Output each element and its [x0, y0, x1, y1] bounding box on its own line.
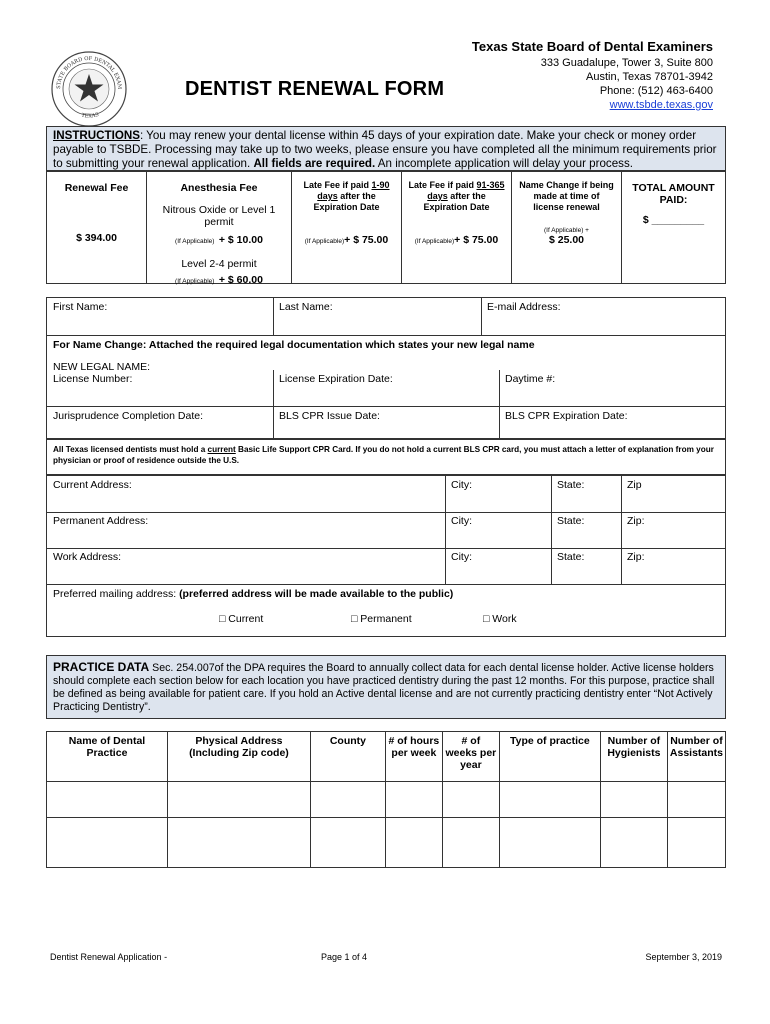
phone: Phone: (512) 463-6400: [599, 85, 713, 97]
email-field[interactable]: E-mail Address:: [487, 301, 561, 313]
preferred-address-label: Preferred mailing address: (preferred address will be made available to the public): [53, 588, 454, 600]
work-state-field[interactable]: State:: [557, 551, 585, 563]
cpr-note: All Texas licensed dentists must hold a current Basic Life Support CPR Card. If you do not hold a current BLS CPR card, you must attach a letter of explanation from your physician or proof of residence outside the U.S.: [46, 439, 726, 475]
level24-if-applicable: (If Applicable): [175, 278, 215, 285]
last-name-field[interactable]: Last Name:: [279, 301, 333, 313]
work-address-field[interactable]: Work Address:: [53, 551, 122, 563]
col-hours-per-week: # of hours per week: [385, 732, 442, 782]
work-zip-field[interactable]: Zip:: [627, 551, 645, 563]
name-change-label: Name Change if being made at time of license renewal: [519, 180, 614, 212]
footer-page-number: Page 1 of 4: [321, 952, 368, 962]
total-amount-field[interactable]: $ _________: [642, 214, 705, 226]
late-fee-2-label: Late Fee if paid 91-365 days after the Expiration Date: [408, 180, 505, 212]
table-row: [47, 782, 726, 818]
nitrous-label: Nitrous Oxide or Level 1 permit: [162, 204, 276, 228]
practice-data-text: Sec. 254.007of the DPA requires the Board to annually collect data for each dental license holder. Active license holders should complete each section below for each location you have practiced dentistry during the past 12 months. For this purpose, practice shall be defined as being available for patient care. If you hold an Active dental license and are not currently practicing dentistry enter “Not Actively Practicing Dentistry”.: [53, 662, 715, 713]
seal-text-top: STATE BOARD OF DENTAL EXAM: [55, 55, 123, 90]
footer-left: Dentist Renewal Application -: [50, 952, 168, 962]
permanent-address-field[interactable]: Permanent Address:: [53, 515, 149, 527]
new-legal-name-field[interactable]: [47, 358, 273, 388]
bls-issue-date-field[interactable]: BLS CPR Issue Date:: [279, 410, 380, 422]
org-address-block: [413, 38, 713, 112]
practice-data-box: [46, 655, 726, 719]
new-legal-name-label: NEW LEGAL NAME:: [53, 361, 151, 373]
form-title: DENTIST RENEWAL FORM: [185, 78, 445, 100]
late-fee-2-if-applicable: (If Applicable): [414, 238, 455, 245]
org-name: Texas State Board of Dental Examiners: [471, 39, 713, 54]
address-line-2: Austin, Texas 78701-3942: [586, 71, 713, 83]
instructions-text-1: : You may renew your dental license within 45 days of your expiration date. Make your check or money order payable to TSBDE. Processing may take up to two weeks, please ensure you have completed all the minimum requirements prior to submitting your renewal application.: [53, 129, 717, 170]
preferred-work-checkbox[interactable]: □ Work: [483, 613, 517, 625]
name-change-col: [512, 172, 622, 283]
website-link[interactable]: www.tsbde.texas.gov: [609, 99, 713, 111]
level24-label: Level 2-4 permit: [181, 258, 257, 270]
address-grid: [46, 475, 726, 637]
total-col: [622, 172, 725, 283]
daytime-phone-field[interactable]: Daytime #:: [505, 373, 556, 385]
jurisprudence-date-field[interactable]: Jurisprudence Completion Date:: [53, 410, 203, 422]
practice-data-heading: PRACTICE DATA: [53, 660, 150, 674]
first-name-field[interactable]: First Name:: [53, 301, 108, 313]
table-row: [47, 818, 726, 868]
license-number-label: License Number:: [53, 373, 133, 385]
license-expiration-field[interactable]: License Expiration Date:: [279, 373, 393, 385]
late-fee-1-label: Late Fee if paid 1-90 days after the Expiration Date: [303, 180, 390, 212]
current-state-field[interactable]: State:: [557, 479, 585, 491]
practice-table: [46, 731, 726, 868]
late-fee-1-amount: + $ 75.00: [344, 234, 389, 246]
renewal-fee-col: [47, 172, 147, 283]
instructions-bold: All fields are required.: [253, 157, 376, 170]
work-city-field[interactable]: City:: [451, 551, 472, 563]
preferred-current-checkbox[interactable]: □ Current: [219, 613, 264, 625]
personal-info-grid: [46, 297, 726, 439]
current-city-field[interactable]: City:: [451, 479, 472, 491]
permanent-city-field[interactable]: City:: [451, 515, 472, 527]
name-change-if-applicable: (If Applicable) +: [544, 227, 589, 234]
col-practice-name: Name of Dental Practice: [47, 732, 168, 782]
col-type-of-practice: Type of practice: [499, 732, 600, 782]
col-county: County: [310, 732, 385, 782]
name-change-note: For Name Change: Attached the required legal documentation which states your new legal name: [53, 339, 535, 351]
late-fee-2-col: [402, 172, 512, 283]
name-change-amount: $ 25.00: [548, 234, 585, 246]
seal-text-bottom: TEXAS: [80, 111, 100, 120]
late-fee-2-amount: + $ 75.00: [454, 234, 499, 246]
anesthesia-fee-label: Anesthesia Fee: [180, 182, 258, 194]
renewal-fee-label: Renewal Fee: [64, 182, 129, 194]
renewal-fee-amount: $ 394.00: [76, 232, 117, 244]
anesthesia-fee-col: [147, 172, 292, 286]
preferred-permanent-checkbox[interactable]: □ Permanent: [351, 613, 412, 625]
permanent-zip-field[interactable]: Zip:: [627, 515, 645, 527]
footer-date: September 3, 2019: [645, 952, 722, 962]
board-seal-icon: [50, 50, 128, 128]
current-address-field[interactable]: Current Address:: [53, 479, 132, 491]
nitrous-if-applicable: (If Applicable): [175, 238, 215, 245]
fee-table: [46, 171, 726, 284]
col-assistants: Number of Assistants: [667, 732, 725, 782]
nitrous-amount: + $ 10.00: [218, 234, 263, 246]
late-fee-1-if-applicable: (If Applicable): [304, 238, 345, 245]
instructions-box: [46, 126, 726, 171]
instructions-text-2: An incomplete application will delay your process.: [375, 157, 633, 170]
instructions-heading: INSTRUCTIONS: [53, 129, 140, 142]
current-zip-field[interactable]: Zip: [627, 479, 642, 491]
bls-expiration-date-field[interactable]: BLS CPR Expiration Date:: [505, 410, 628, 422]
total-label: TOTAL AMOUNT PAID:: [632, 182, 715, 206]
col-hygienists: Number of Hygienists: [600, 732, 667, 782]
permanent-state-field[interactable]: State:: [557, 515, 585, 527]
col-weeks-per-year: # of weeks per year: [442, 732, 499, 782]
svg-text:TEXAS: [81, 112, 100, 120]
address-line-1: 333 Guadalupe, Tower 3, Suite 800: [540, 57, 713, 69]
late-fee-1-col: [292, 172, 402, 283]
col-physical-address: Physical Address (Including Zip code): [167, 732, 310, 782]
level24-amount: + $ 60.00: [218, 274, 263, 286]
